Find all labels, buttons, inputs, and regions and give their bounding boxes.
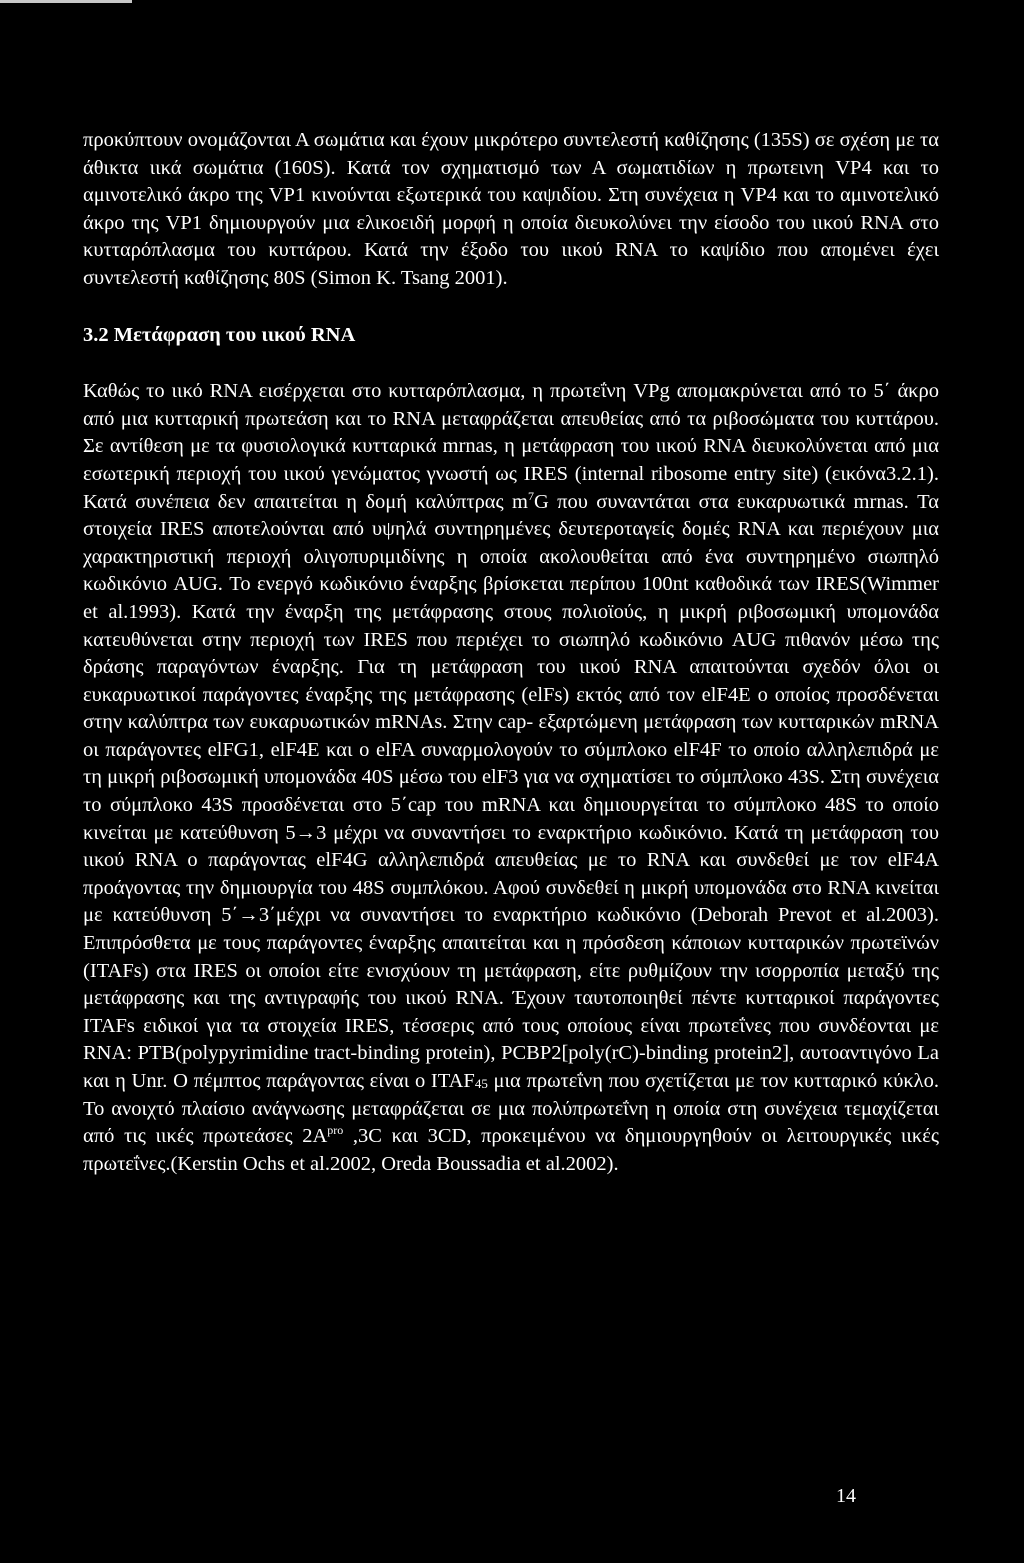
superscript-7: 7 <box>527 488 534 503</box>
paragraph-text-part4: ,3C και 3CD, προκειμένου να δημιουργηθούν οι λειτουργικές ιικές πρωτεΐνες.(Kerstin Ochs et al.2002, Oreda Boussadia et al.2002). <box>83 1125 939 1175</box>
top-edge-line <box>0 0 132 3</box>
paragraph-translation <box>83 378 939 1178</box>
section-heading: 3.2 Μετάφραση του ιικού RNA <box>83 323 356 346</box>
superscript-pro: pro <box>327 1123 344 1138</box>
document-page <box>83 127 939 1178</box>
paragraph-text-part3: μια πρωτεΐνη που σχετίζεται με τον κυτταρικό κύκλο. Το ανοιχτό πλαίσιο ανάγνωσης μεταφράζεται σε μια πολύπρωτεΐνη η οποία στη συνέχεια τεμαχίζεται από τις ιικές πρωτεάσες 2A <box>83 1070 939 1148</box>
paragraph-intro: προκύπτουν ονομάζονται Α σωμάτια και έχουν μικρότερο συντελεστή καθίζησης (135S) σε σχέση με τα άθικτα ιικά σωμάτια (160S). Κατά τον σχηματισμό των Α σωματιδίων η πρωτεινη VP4 και το αμινοτελικό άκρο της VP1 κινούνται εξωτερικά του καψιδίου. Στη συνέχεια η VP4 και το αμινοτελικό άκρο της VP1 δημιουργούν μια ελικοειδή μορφή η οποία διευκολύνει την είσοδο του ιικού RNA στο κυτταρόπλασμα του κυττάρου. Κατά την έξοδο του ιικού RNA το καψίδιο που απομένει έχει συντελεστή καθίζησης 80S (Simon K. Tsang 2001). <box>83 129 939 289</box>
page-number: 14 <box>836 1485 856 1507</box>
paragraph-text-part2: G που συναντάται στα ευκαρυωτικά mrnas. Τα στοιχεία IRES αποτελούνται από υψηλά συντηρημένες δευτεροταγείς δομές RNA και περιέχουν μια χαρακτηριστική περιοχή ολιγοπυριμιδίνης η οποία ακολουθείται από ένα συντηρημένο σιωπηλό κωδικόνιο AUG. Το ενεργό κωδικόνιο έναρξης βρίσκεται περίπου 100nt καθοδικά των IRES(Wimmer et al.1993). Κατά την έναρξη της μετάφρασης στους πολιοϊούς, η μικρή ριβοσωμική υπομονάδα κατευθύνεται στην περιοχή των IRES που περιέχει το σιωπηλό κωδικόνιο AUG πιθανόν μέσω της δράσης παραγόντων έναρξης. Για τη μετάφραση του ιικού RNA απαιτούνται σχεδόν όλοι οι ευκαρυωτικοί παράγοντες έναρξης της μετάφρασης (elFs) εκτός από τον elF4E ο οποίος προσδένεται στην καλύπτρα των ευκαρυωτικών mRNAs. Στην cap- εξαρτώμενη μετάφραση των κυτταρικών mRNA οι παράγοντες elFG1, elF4E και ο elFA συναρμολογούν το σύμπλοκο elF4F το οποίο αλληλεπιδρά με τη μικρή ριβοσωμική υπομονάδα 40S μέσω του elF3 για να σχηματίσει το σύμπλοκο 43S. Στη συνέχεια το σύμπλοκο 43S προσδένεται στο 5΄cap του mRNA και δημιουργείται το σύμπλοκο 48S το οποίο κινείται με κατεύθυνση 5→3 μέχρι να συναντήσει το εναρκτήριο κωδικόνιο. Κατά τη μετάφραση του ιικού RNA ο παράγοντας elF4G αλληλεπιδρά απευθείας με το RNA και συνδεθεί με τον elF4A προάγοντας την δημιουργία του 48S συμπλόκου. Αφού συνδεθεί η μικρή υπομονάδα στο RNA κινείται με κατεύθυνση 5΄→3΄μέχρι να συναντήσει το εναρκτήριο κωδικόνιο (Deborah Prevot et al.2003). Επιπρόσθετα με τους παράγοντες έναρξης απαιτείται και η πρόσδεση κάποιων κυτταρικών πρωτεϊνών (ITAFs) στα IRES οι οποίοι είτε ενισχύουν τη μετάφραση, είτε ρυθμίζουν την ισορροπία μεταξύ της μετάφρασης και της αντιγραφής του ιικού RNA. Έχουν ταυτοποιηθεί πέντε κυτταρικοί παράγοντες ITAFs ειδικοί για τα στοιχεία IRES, τέσσερις από τους οποίους είναι πρωτεΐνες που συνδέονται με RNA: PTB(polypyrimidine tract-binding protein), PCBP2[poly(rC)-binding protein2], αυτοαντιγόνο La και η Unr. Ο πέμπτος παράγοντας είναι ο ITAF <box>83 490 939 1092</box>
paragraph-text-part1: Καθώς το ιικό RNA εισέρχεται στο κυτταρόπλασμα, η πρωτεΐνη VPg απομακρύνεται από το 5΄ άκρο από μια κυτταρική πρωτεάση και το RNA μεταφράζεται απευθείας από τα ριβοσώματα του κυττάρου. Σε αντίθεση με τα φυσιολογικά κυτταρικά mrnas, η μετάφραση του ιικού RNA διευκολύνεται από μια εσωτερική περιοχή του ιικού γενώματος γνωστή ως IRES (internal ribosome entry site) (εικόνα3.2.1). Κατά συνέπεια δεν απαιτείται η δομή καλύπτρας m <box>83 380 939 513</box>
subscript-45: 45 <box>474 1076 488 1091</box>
